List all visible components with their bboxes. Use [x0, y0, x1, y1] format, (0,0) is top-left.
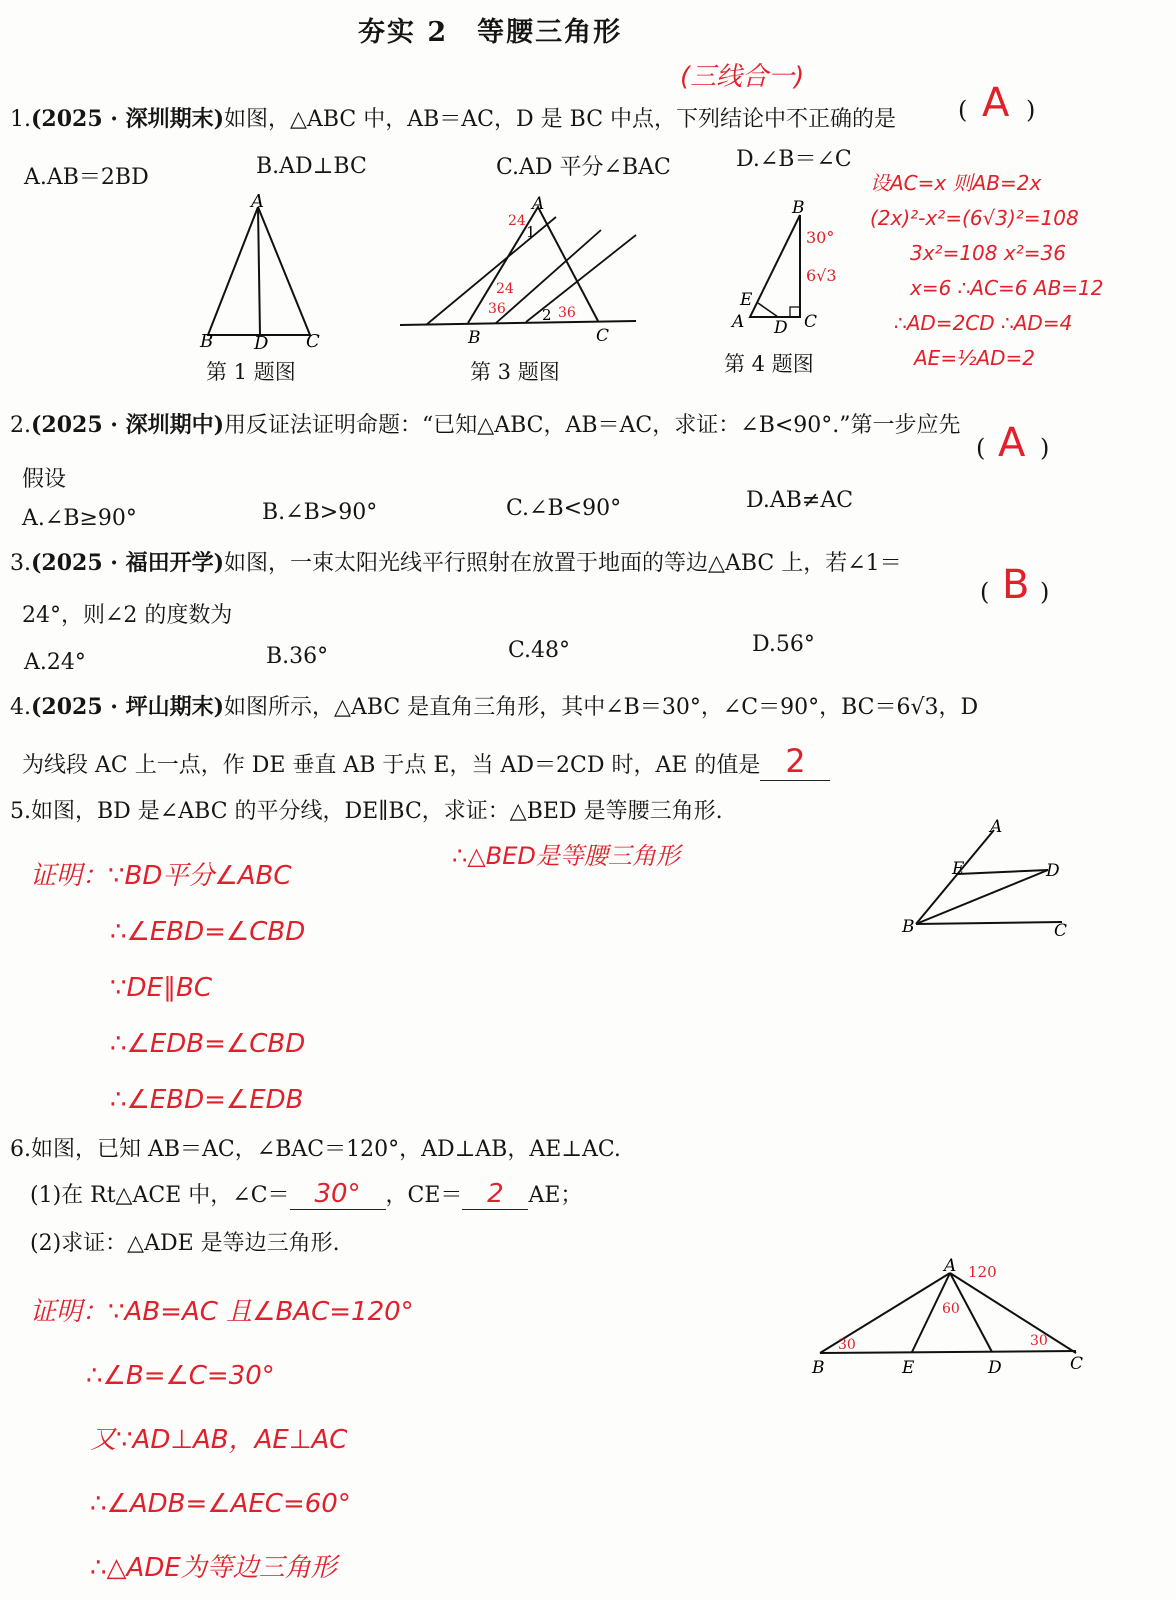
- q3-option-c: C.48°: [508, 638, 571, 663]
- q5-proof-line: 证明：∵BD平分∠ABC: [30, 861, 292, 891]
- q6-text: 如图，已知 AB＝AC，∠BAC＝120°，AD⊥AB，AE⊥AC.: [31, 1137, 621, 1162]
- q5-text: 如图，BD 是∠ABC 的平分线，DE∥BC，求证：△BED 是等腰三角形.: [31, 799, 723, 824]
- fig5-label-b: B: [902, 917, 915, 937]
- q4-text: 如图所示，△ABC 是直角三角形，其中∠B＝30°，∠C＝90°，BC＝6√3，D: [224, 695, 979, 720]
- figure-6: [808, 1255, 1098, 1385]
- q2-option-c: C.∠B<90°: [506, 496, 622, 521]
- fig4-label-e: E: [740, 290, 753, 310]
- q5-conclusion: ∴△BED是等腰三角形: [452, 842, 680, 870]
- q4-source: (2025 · 坪山期末): [31, 694, 225, 720]
- q6-part1-a: (1)在 Rt△ACE 中，∠C＝: [30, 1183, 290, 1208]
- fig6-label-b: B: [812, 1358, 825, 1378]
- fig1-label-b: B: [200, 331, 214, 352]
- fig6-mark-30-right: 30: [1030, 1333, 1048, 1349]
- q1-paren-left: (: [958, 96, 968, 124]
- q2-answer: A: [998, 420, 1026, 466]
- fig4-caption: 第 4 题图: [724, 352, 814, 376]
- q5-proof: [30, 848, 305, 1128]
- q4-work-line: 3x²=108 x²=36: [910, 241, 1066, 265]
- q6-part1: [30, 1178, 582, 1210]
- q6-part1-b: ，CE＝: [385, 1183, 463, 1208]
- q1-option-a: A.AB＝2BD: [24, 165, 149, 190]
- figure-4: [728, 195, 858, 345]
- q3-source: (2025 · 福田开学): [31, 550, 225, 576]
- fig3-label-a: A: [532, 194, 545, 214]
- q3-stem: [10, 546, 902, 577]
- q1-answer: A: [982, 80, 1010, 126]
- figure-5: [900, 818, 1080, 943]
- q1-source: (2025 · 深圳期末): [31, 106, 225, 132]
- q5-number: 5.: [10, 799, 31, 824]
- q3-paren-left: (: [980, 578, 990, 606]
- q2-option-a: A.∠B≥90°: [22, 506, 137, 531]
- q1-number: 1.: [10, 107, 31, 132]
- q4-work-line: ∴AD=2CD ∴AD=4: [894, 311, 1073, 335]
- q1-paren-right: ): [1026, 96, 1036, 124]
- q6-proof: [30, 1280, 414, 1600]
- fig3-caption: 第 3 题图: [470, 360, 560, 384]
- q6-stem: [10, 1132, 621, 1163]
- fig3-mark-24a: 24: [508, 213, 526, 229]
- q6-proof-line: ∴∠ADB=∠AEC=60°: [90, 1489, 351, 1519]
- q4-number: 4.: [10, 695, 31, 720]
- q2-number: 2.: [10, 413, 31, 438]
- q2-paren-right: ): [1040, 434, 1050, 462]
- figure-3: [396, 195, 646, 355]
- q2-source: (2025 · 深圳期中): [31, 412, 225, 438]
- q5-proof-line: ∴∠EBD=∠CBD: [110, 917, 306, 947]
- q5-proof-line: ∴∠EDB=∠CBD: [110, 1029, 306, 1059]
- fig3-mark-36b: 36: [558, 305, 576, 321]
- fig3-label-b: B: [468, 328, 481, 348]
- fig3-angle-1: 1: [526, 223, 536, 241]
- q6-proof-line: ∴∠B=∠C=30°: [86, 1361, 275, 1391]
- q4-stem-line2: [22, 742, 830, 781]
- q4-answer: 2: [785, 742, 806, 780]
- q4-work-line: x=6 ∴AC=6 AB=12: [910, 276, 1104, 300]
- fig3-label-c: C: [596, 326, 610, 346]
- fig4-label-b: B: [792, 198, 805, 218]
- fig6-label-d: D: [988, 1358, 1002, 1378]
- q4-work: [870, 166, 1104, 376]
- fig6-label-a: A: [944, 1256, 957, 1276]
- q5-proof-line: ∴∠EBD=∠EDB: [110, 1085, 304, 1115]
- q2-stem-line2: 假设: [22, 467, 67, 492]
- q3-text: 如图，一束太阳光线平行照射在放置于地面的等边△ABC 上，若∠1＝: [224, 551, 902, 576]
- fig4-label-d: D: [774, 318, 788, 338]
- q6-number: 6.: [10, 1137, 31, 1162]
- q2-option-b: B.∠B>90°: [262, 500, 378, 525]
- q2-paren-left: (: [976, 434, 986, 462]
- q4-text-2: 为线段 AC 上一点，作 DE 垂直 AB 于点 E，当 AD＝2CD 时，AE 的值是: [22, 753, 761, 778]
- q1-option-c: C.AD 平分∠BAC: [496, 155, 671, 180]
- fig5-label-a: A: [990, 817, 1003, 837]
- fig5-label-c: C: [1054, 921, 1068, 941]
- page-title: 夯实 2 等腰三角形: [358, 17, 623, 48]
- q3-paren-right: ): [1040, 578, 1050, 606]
- fig4-mark-6root3: 6√3: [806, 266, 837, 285]
- fig1-caption: 第 1 题图: [206, 360, 296, 384]
- q2-option-d: D.AB≠AC: [746, 488, 854, 513]
- q5-proof-line: ∵DE∥BC: [110, 973, 212, 1003]
- fig1-label-a: A: [251, 191, 264, 212]
- q1-text: 如图，△ABC 中，AB＝AC，D 是 BC 中点，下列结论中不正确的是: [224, 107, 897, 132]
- q1-note: (三线合一): [680, 62, 805, 92]
- fig6-label-c: C: [1070, 1354, 1084, 1374]
- q2-text: 用反证法证明命题：“已知△ABC，AB＝AC，求证：∠B<90°.”第一步应先: [224, 413, 961, 438]
- fig3-mark-24b: 24: [496, 281, 514, 297]
- fig6-mark-60: 60: [942, 1301, 960, 1317]
- fig4-label-a: A: [732, 312, 745, 332]
- q6-part2: (2)求证：△ADE 是等边三角形.: [30, 1231, 340, 1256]
- q2-stem: [10, 408, 961, 439]
- q3-number: 3.: [10, 551, 31, 576]
- fig1-label-c: C: [306, 331, 320, 352]
- fig1-label-d: D: [254, 333, 269, 354]
- fig4-label-c: C: [804, 312, 818, 332]
- q6-part1-c: AE；: [528, 1183, 583, 1208]
- fig3-angle-2: 2: [542, 306, 552, 324]
- q1-option-d: D.∠B＝∠C: [736, 147, 852, 172]
- fig6-mark-120: 120: [968, 1263, 997, 1281]
- q4-stem: [10, 690, 978, 721]
- fig3-mark-36a: 36: [488, 301, 506, 317]
- q3-option-b: B.36°: [266, 644, 329, 669]
- q6-proof-line: ∴△ADE为等边三角形: [90, 1553, 337, 1583]
- q4-work-line: 设AC=x 则AB=2x: [870, 171, 1042, 195]
- q3-answer: B: [1002, 562, 1030, 608]
- fig6-mark-30-left: 30: [838, 1337, 856, 1353]
- q6-answer-angle: 30°: [314, 1179, 361, 1209]
- q3-stem-line2: 24°，则∠2 的度数为: [22, 603, 233, 628]
- q4-work-line: AE=½AD=2: [914, 346, 1036, 370]
- q6-proof-line: 证明：∵AB=AC 且∠BAC=120°: [30, 1297, 414, 1327]
- q6-answer-ratio: 2: [487, 1179, 504, 1209]
- fig4-mark-30: 30°: [806, 228, 835, 247]
- q6-proof-line: 又∵AD⊥AB，AE⊥AC: [90, 1425, 348, 1455]
- fig5-label-e: E: [952, 859, 965, 879]
- q1-option-b: B.AD⊥BC: [256, 154, 367, 179]
- q5-stem: [10, 794, 723, 825]
- fig5-label-d: D: [1046, 861, 1060, 881]
- q4-work-line: (2x)²-x²=(6√3)²=108: [870, 206, 1079, 230]
- q1-stem: [10, 102, 896, 133]
- figure-1: [190, 191, 340, 355]
- q3-option-d: D.56°: [752, 632, 815, 657]
- fig6-label-e: E: [902, 1358, 915, 1378]
- q3-option-a: A.24°: [24, 650, 86, 675]
